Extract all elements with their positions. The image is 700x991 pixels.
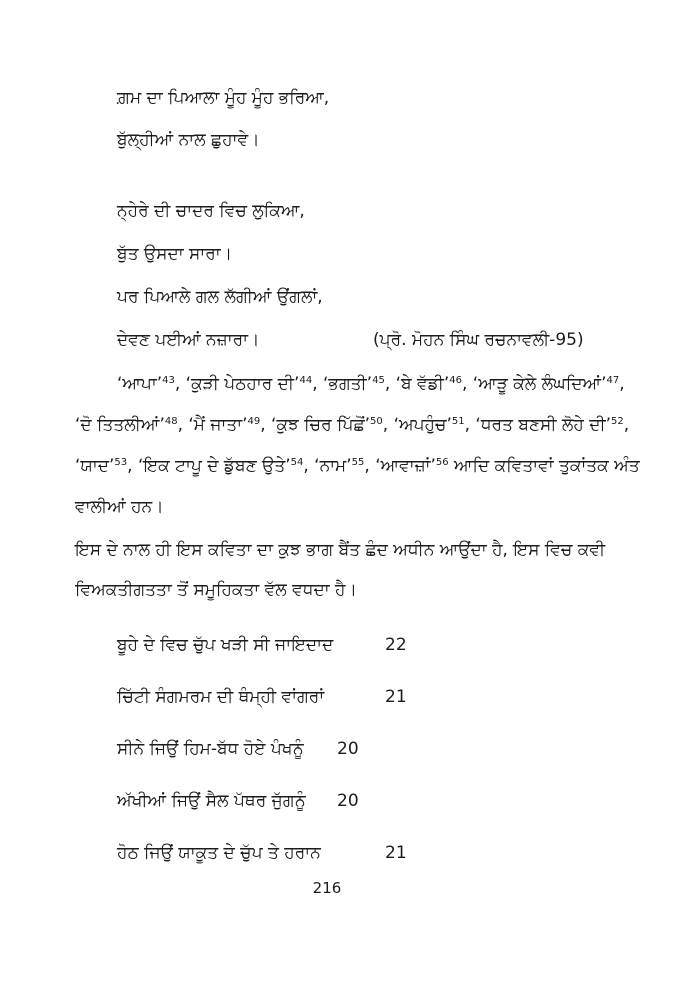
paragraph-line: ਇਸ ਦੇ ਨਾਲ ਹੀ ਇਸ ਕਵਿਤਾ ਦਾ ਕੁਝ ਭਾਗ ਬੈਂਤ ਛੰਦ ਅਧੀਨ ਆਉਂਦਾ ਹੈ, ਇਸ ਵਿਚ ਕਵੀ xyxy=(75,540,606,560)
verse-row xyxy=(117,723,359,775)
paragraph-commentary xyxy=(75,530,605,610)
verse-line: ਗ਼ਮ ਦਾ ਪਿਆਲਾ ਮੂੰਹ ਮੂੰਹ ਭਰਿਆ, xyxy=(117,88,330,108)
verse-row xyxy=(117,827,407,879)
verse-line: ਅੱਖੀਆਂ ਜਿਉਂ ਸੈਲ ਪੱਥਰ ਜੁੱਗਨੂੰ xyxy=(117,791,306,811)
verse-line: ਹੋਠ ਜਿਉਂ ਯਾਕੂਤ ਦੇ ਚੁੱਪ ਤੇ ਹਰਾਨ xyxy=(117,843,321,863)
verse-line: ਬੁੱਤ ਉਸਦਾ ਸਾਰਾ। xyxy=(117,244,233,264)
paragraph-line: ‘ਦੋ ਤਿਤਲੀਆਂ’$^{48}$, ‘ਮੈਂ ਜਾਤਾ’$^{49}$, ‘ਕੁਝ ਚਿਰ ਪਿੱਛੋਂ’$^{50}$, ‘ਅਪਹੁੰਚ’$^{51}$, ‘ਧਰਤ ਬਣਸੀ ਲੋਹੇ ਦੀ’$^{52}$, xyxy=(75,415,630,435)
paragraph-line: ‘ਆਪਾ’$^{43}$, ‘ਕੁੜੀ ਪੇਠਹਾਰ ਦੀ’$^{44}$, ‘ਭਗਤੀ’$^{45}$, ‘ਬੇ ਵੱਡੀ’$^{46}$, ‘ਆੜੂ ਕੇਲੇ ਲੰਘਦਿਆਂ’$^{47}$, xyxy=(117,374,625,394)
verse-line-with-citation xyxy=(117,319,584,362)
verse-line: ਬੁੱਲ੍ਹੀਆਂ ਨਾਲ ਛੁਹਾਵੇ। xyxy=(117,130,260,150)
verse-row xyxy=(117,671,407,723)
syllable-count: 20 xyxy=(337,739,359,759)
syllable-count: 22 xyxy=(385,635,407,655)
paragraph-line: ਵਾਲੀਆਂ ਹਨ। xyxy=(75,497,164,517)
verse-row xyxy=(117,775,359,827)
syllable-count: 20 xyxy=(337,791,359,811)
paragraph-poem-titles xyxy=(75,364,640,528)
verse-line: ਨ੍ਹੇਰੇ ਦੀ ਚਾਦਰ ਵਿਚ ਲੁਕਿਆ, xyxy=(117,201,305,221)
syllable-count: 21 xyxy=(385,687,407,707)
page-number: 216 xyxy=(312,879,342,897)
paragraph-line: ਵਿਅਕਤੀਗਤਤਾ ਤੋਂ ਸਮੂਹਿਕਤਾ ਵੱਲ ਵਧਦਾ ਹੈ। xyxy=(75,580,357,600)
verse-line: ਬੂਹੇ ਦੇ ਵਿਚ ਚੁੱਪ ਖੜੀ ਸੀ ਜਾਇਦਾਦ xyxy=(117,635,334,655)
verse-line: ਪਰ ਪਿਆਲੇ ਗਲ ਲੱਗੀਆਂ ਉਂਗਲਾਂ, xyxy=(117,287,323,307)
verse-line: ਸੀਨੇ ਜਿਉਂ ਹਿਮ-ਬੱਧ ਹੋਏ ਪੰਖਨੂੰ xyxy=(117,739,304,759)
verse-block-1 xyxy=(117,77,329,161)
verse-block-2 xyxy=(117,190,584,362)
verse-block-3 xyxy=(117,619,407,879)
verse-line: ਦੇਵਣ ਪਈਆਂ ਨਜ਼ਾਰਾ। xyxy=(117,330,260,350)
syllable-count: 21 xyxy=(385,843,407,863)
verse-row xyxy=(117,619,407,671)
verse-line: ਚਿੱਟੀ ਸੰਗਮਰਮ ਦੀ ਥੰਮ੍ਹੀ ਵਾਂਗਰਾਂ xyxy=(117,687,325,707)
paragraph-line: ‘ਯਾਦ’$^{53}$, ‘ਇਕ ਟਾਪੂ ਦੇ ਡੁੱਬਣ ਉਤੇ’$^{54}$, ‘ਨਾਮ’$^{55}$, ‘ਆਵਾਜ਼ਾਂ’$^{56}$ ਆਦਿ ਕਵਿਤਾਵਾਂ ਤੁਕਾਂਤਕ ਅੰਤ xyxy=(75,456,640,476)
source-citation: (ਪ੍ਰੋ. ਮੋਹਨ ਸਿੰਘ ਰਚਨਾਵਲੀ-95) xyxy=(373,330,584,350)
